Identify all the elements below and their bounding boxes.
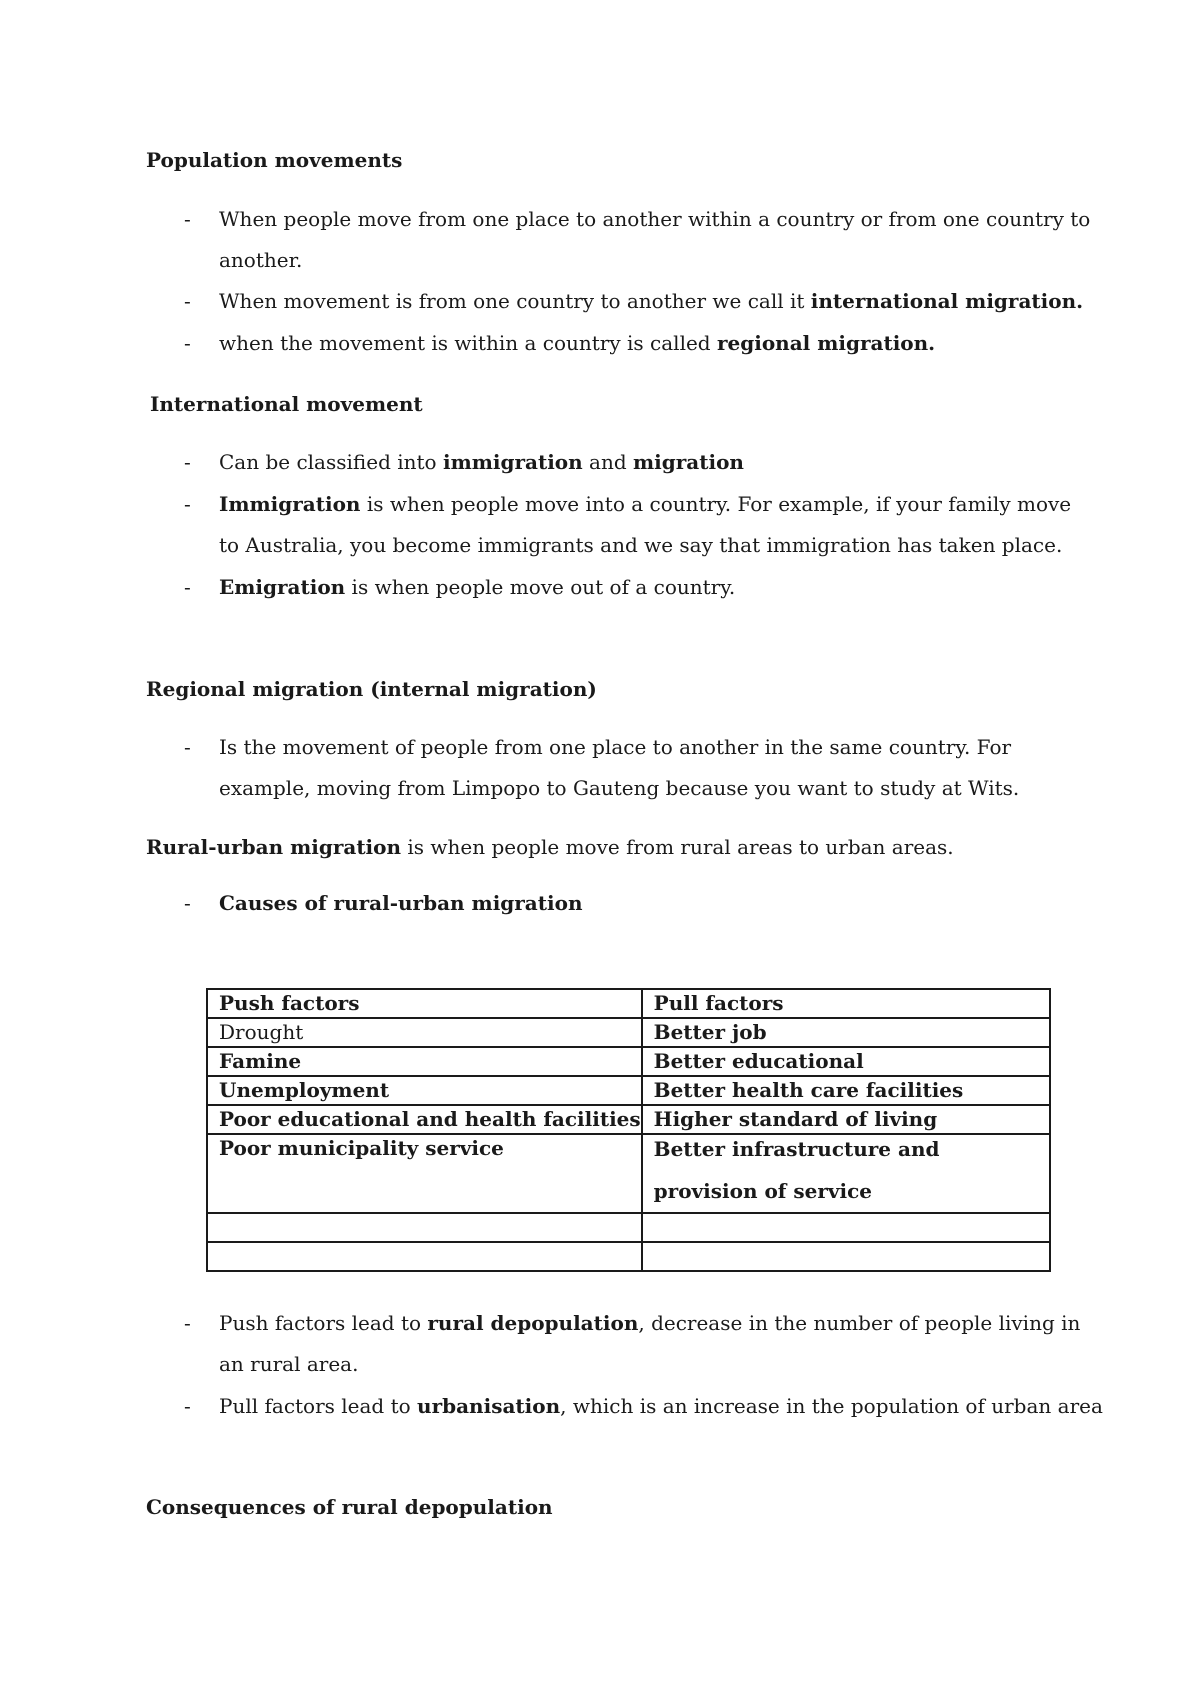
bold-term: Immigration: [219, 492, 361, 516]
bullet-text: when the movement is within a country is called: [219, 331, 717, 355]
heading-international-movement: International movement: [150, 392, 423, 416]
bullet-text: to Australia, you become immigrants and we say that immigration has taken place.: [219, 533, 1063, 557]
bullet-dash: -: [184, 450, 191, 474]
bold-term: immigration: [442, 450, 583, 474]
bullet-dash: -: [184, 207, 191, 231]
list-item: [146, 281, 1084, 322]
table-cell-text: Better infrastructure and provision of service: [653, 1137, 940, 1203]
table-row: [207, 1076, 1050, 1105]
bullet-text: When movement is from one country to another we call it: [219, 289, 811, 313]
table-row: [207, 1242, 1050, 1271]
bold-term: Rural-urban migration: [146, 835, 402, 859]
bullet-text: Is the movement of people from one place to another in the same country. For: [219, 735, 1012, 759]
bullet-text: Pull factors lead to: [219, 1394, 418, 1418]
table-row: [207, 1047, 1050, 1076]
paragraph-rural-urban: [146, 835, 954, 859]
bullet-dash: -: [184, 331, 191, 355]
list-item: [146, 484, 1072, 566]
bullet-text: is when people move out of a country.: [345, 575, 736, 599]
bullet-text: Push factors lead to: [219, 1311, 428, 1335]
bold-term: urbanisation: [417, 1394, 561, 1418]
heading-regional-migration: Regional migration (internal migration): [146, 677, 597, 701]
table-cell: Drought: [207, 1018, 642, 1047]
list-item: [146, 567, 1066, 608]
bold-term: Causes of rural-urban migration: [219, 891, 583, 915]
bullet-text: When people move from one place to another within a country or from one country to: [219, 207, 1091, 231]
list-item: [146, 727, 1066, 809]
factors-table: [206, 988, 1051, 1272]
table-cell-empty: [207, 1242, 642, 1271]
list-item: [146, 1386, 1103, 1427]
bullet-dash: -: [184, 289, 191, 313]
bold-term: regional migration.: [716, 331, 936, 355]
bullet-text: is when people move into a country. For example, if your family move: [360, 492, 1072, 516]
table-cell: Better health care facilities: [642, 1076, 1050, 1105]
table-cell-empty: [207, 1213, 642, 1242]
table-header-pull: Pull factors: [642, 989, 1050, 1018]
bullet-dash: -: [184, 575, 191, 599]
list-item: [146, 323, 1066, 364]
list-item: [146, 883, 1066, 924]
bullet-text: example, moving from Limpopo to Gauteng because you want to study at Wits.: [219, 776, 1020, 800]
bullet-dash: -: [184, 891, 191, 915]
table-header-push: Push factors: [207, 989, 642, 1018]
table-cell: Higher standard of living: [642, 1105, 1050, 1134]
table-cell-empty: [642, 1213, 1050, 1242]
table-cell: [642, 1134, 1050, 1213]
table-row: [207, 1213, 1050, 1242]
table-cell: Poor municipality service: [207, 1134, 642, 1213]
table-cell: Better educational: [642, 1047, 1050, 1076]
table-row: [207, 1134, 1050, 1213]
bullet-text: Can be classified into: [219, 450, 443, 474]
heading-population-movements: Population movements: [146, 148, 403, 172]
bold-term: migration: [633, 450, 744, 474]
list-item: [146, 199, 1091, 281]
bold-term: Emigration: [219, 575, 346, 599]
table-row: [207, 1018, 1050, 1047]
table-cell: Unemployment: [207, 1076, 642, 1105]
bold-term: rural depopulation: [427, 1311, 639, 1335]
bullet-dash: -: [184, 1311, 191, 1335]
list-item: [146, 442, 1066, 483]
bold-term: international migration.: [810, 289, 1084, 313]
table-cell: Famine: [207, 1047, 642, 1076]
bullet-text: , decrease in the number of people living in: [638, 1311, 1081, 1335]
bullet-dash: -: [184, 492, 191, 516]
table-cell: Poor educational and health facilities: [207, 1105, 642, 1134]
bullet-text: and: [582, 450, 634, 474]
paragraph-text: is when people move from rural areas to urban areas.: [401, 835, 954, 859]
bullet-text: an rural area.: [219, 1352, 359, 1376]
table-header-row: [207, 989, 1050, 1018]
bullet-text: , which is an increase in the population of urban area: [560, 1394, 1103, 1418]
bullet-dash: -: [184, 735, 191, 759]
bullet-text: another.: [219, 248, 303, 272]
table-cell-empty: [642, 1242, 1050, 1271]
table-cell: Better job: [642, 1018, 1050, 1047]
bullet-dash: -: [184, 1394, 191, 1418]
heading-consequences: Consequences of rural depopulation: [146, 1495, 553, 1519]
list-item: [146, 1303, 1081, 1385]
